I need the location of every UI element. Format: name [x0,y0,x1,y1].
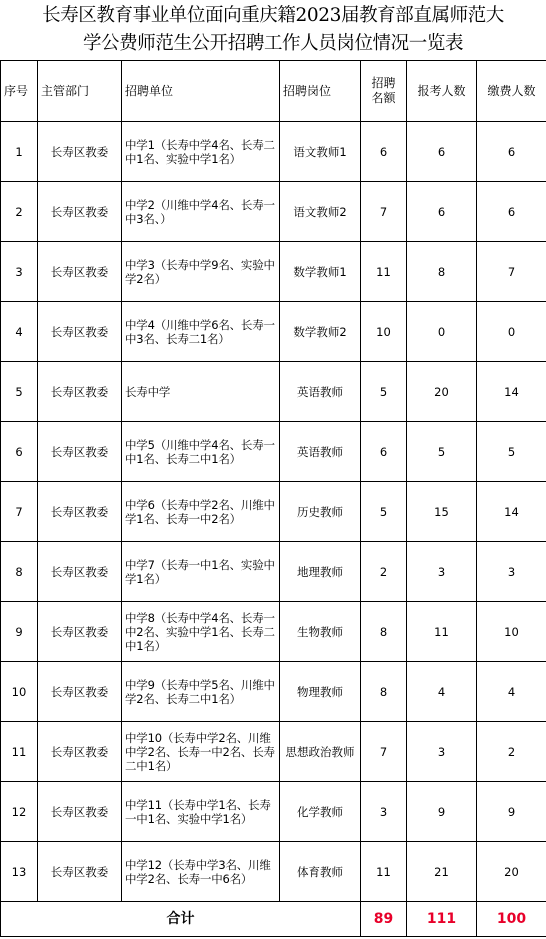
header-paid: 缴费人数 [477,61,546,122]
cell-dept: 长寿区教委 [38,722,122,782]
table-row [1,542,546,602]
cell-quota: 8 [361,662,407,722]
cell-unit: 中学8（长寿中学4名、长寿一中2名、实验中学1名、长寿二中1名） [122,602,280,662]
cell-paid: 3 [477,542,546,602]
cell-paid: 14 [477,362,546,422]
cell-seq: 4 [1,302,38,362]
header-dept: 主管部门 [38,61,122,122]
cell-unit: 中学12（长寿中学3名、川维中学2名、长寿一中6名） [122,842,280,902]
cell-seq: 9 [1,602,38,662]
cell-position: 体育教师 [280,842,361,902]
cell-quota: 6 [361,422,407,482]
cell-position: 语文教师2 [280,182,361,242]
cell-position: 思想政治教师 [280,722,361,782]
cell-seq: 10 [1,662,38,722]
cell-unit: 中学1（长寿中学4名、长寿二中1名、实验中学1名） [122,122,280,182]
table-row [1,722,546,782]
cell-dept: 长寿区教委 [38,182,122,242]
cell-dept: 长寿区教委 [38,242,122,302]
cell-dept: 长寿区教委 [38,362,122,422]
cell-position: 历史教师 [280,482,361,542]
cell-unit: 中学10（长寿中学2名、川维中学2名、长寿一中2名、长寿二中1名） [122,722,280,782]
cell-applicants: 21 [407,842,477,902]
cell-position: 语文教师1 [280,122,361,182]
cell-paid: 20 [477,842,546,902]
cell-seq: 1 [1,122,38,182]
cell-position: 数学教师2 [280,302,361,362]
cell-quota: 3 [361,782,407,842]
cell-quota: 5 [361,362,407,422]
cell-quota: 8 [361,602,407,662]
cell-applicants: 4 [407,662,477,722]
header-row [1,61,546,122]
table-row [1,122,546,182]
cell-quota: 7 [361,182,407,242]
total-quota: 89 [361,902,407,937]
cell-unit: 中学4（川维中学6名、长寿一中3名、长寿二1名） [122,302,280,362]
cell-applicants: 15 [407,482,477,542]
cell-quota: 2 [361,542,407,602]
cell-applicants: 0 [407,302,477,362]
table-row [1,422,546,482]
table-row [1,602,546,662]
header-seq: 序号 [1,61,38,122]
cell-unit: 中学2（川维中学4名、长寿一中3名、） [122,182,280,242]
cell-unit: 中学9（长寿中学5名、川维中学2名、长寿二中1名） [122,662,280,722]
cell-quota: 5 [361,482,407,542]
cell-seq: 12 [1,782,38,842]
cell-position: 化学教师 [280,782,361,842]
cell-position: 物理教师 [280,662,361,722]
cell-seq: 3 [1,242,38,302]
cell-quota: 6 [361,122,407,182]
table-row [1,242,546,302]
cell-position: 生物教师 [280,602,361,662]
cell-unit: 中学6（长寿中学2名、川维中学1名、长寿一中2名） [122,482,280,542]
total-paid: 100 [477,902,546,937]
cell-applicants: 5 [407,422,477,482]
cell-dept: 长寿区教委 [38,842,122,902]
cell-quota: 11 [361,842,407,902]
cell-seq: 8 [1,542,38,602]
cell-seq: 11 [1,722,38,782]
cell-position: 英语教师 [280,362,361,422]
cell-unit: 中学11（长寿中学1名、长寿一中1名、实验中学1名） [122,782,280,842]
cell-applicants: 9 [407,782,477,842]
cell-position: 地理教师 [280,542,361,602]
cell-dept: 长寿区教委 [38,542,122,602]
cell-dept: 长寿区教委 [38,302,122,362]
cell-unit: 中学5（川维中学4名、长寿一中1名、长寿二中1名） [122,422,280,482]
cell-seq: 6 [1,422,38,482]
cell-position: 数学教师1 [280,242,361,302]
cell-paid: 6 [477,122,546,182]
cell-applicants: 11 [407,602,477,662]
table-row [1,842,546,902]
cell-applicants: 8 [407,242,477,302]
page-title: 长寿区教育事业单位面向重庆籍2023届教育部直属师范大 学公费师范生公开招聘工作人员岗位情况一览表 [42,5,504,54]
total-applicants: 111 [407,902,477,937]
cell-dept: 长寿区教委 [38,662,122,722]
cell-quota: 7 [361,722,407,782]
cell-applicants: 20 [407,362,477,422]
cell-applicants: 3 [407,722,477,782]
table-row [1,782,546,842]
cell-applicants: 6 [407,122,477,182]
cell-position: 英语教师 [280,422,361,482]
cell-paid: 10 [477,602,546,662]
cell-dept: 长寿区教委 [38,482,122,542]
header-applicants: 报考人数 [407,61,477,122]
cell-seq: 2 [1,182,38,242]
cell-dept: 长寿区教委 [38,422,122,482]
cell-paid: 4 [477,662,546,722]
cell-paid: 14 [477,482,546,542]
cell-paid: 2 [477,722,546,782]
cell-dept: 长寿区教委 [38,122,122,182]
cell-dept: 长寿区教委 [38,602,122,662]
cell-paid: 7 [477,242,546,302]
header-position: 招聘岗位 [280,61,361,122]
total-row [1,902,546,937]
table-row [1,362,546,422]
header-quota: 招聘 名额 [361,61,407,122]
positions-table [0,60,546,937]
header-unit: 招聘单位 [122,61,280,122]
cell-quota: 10 [361,302,407,362]
cell-paid: 5 [477,422,546,482]
cell-unit: 中学3（长寿中学9名、实验中学2名） [122,242,280,302]
cell-unit: 长寿中学 [122,362,280,422]
cell-seq: 13 [1,842,38,902]
cell-seq: 7 [1,482,38,542]
table-row [1,662,546,722]
cell-unit: 中学7（长寿一中1名、实验中学1名） [122,542,280,602]
cell-applicants: 3 [407,542,477,602]
cell-paid: 9 [477,782,546,842]
table-row [1,302,546,362]
cell-seq: 5 [1,362,38,422]
cell-paid: 6 [477,182,546,242]
table-row [1,182,546,242]
cell-applicants: 6 [407,182,477,242]
table-row [1,482,546,542]
cell-quota: 11 [361,242,407,302]
cell-paid: 0 [477,302,546,362]
cell-dept: 长寿区教委 [38,782,122,842]
total-label: 合计 [1,902,361,937]
